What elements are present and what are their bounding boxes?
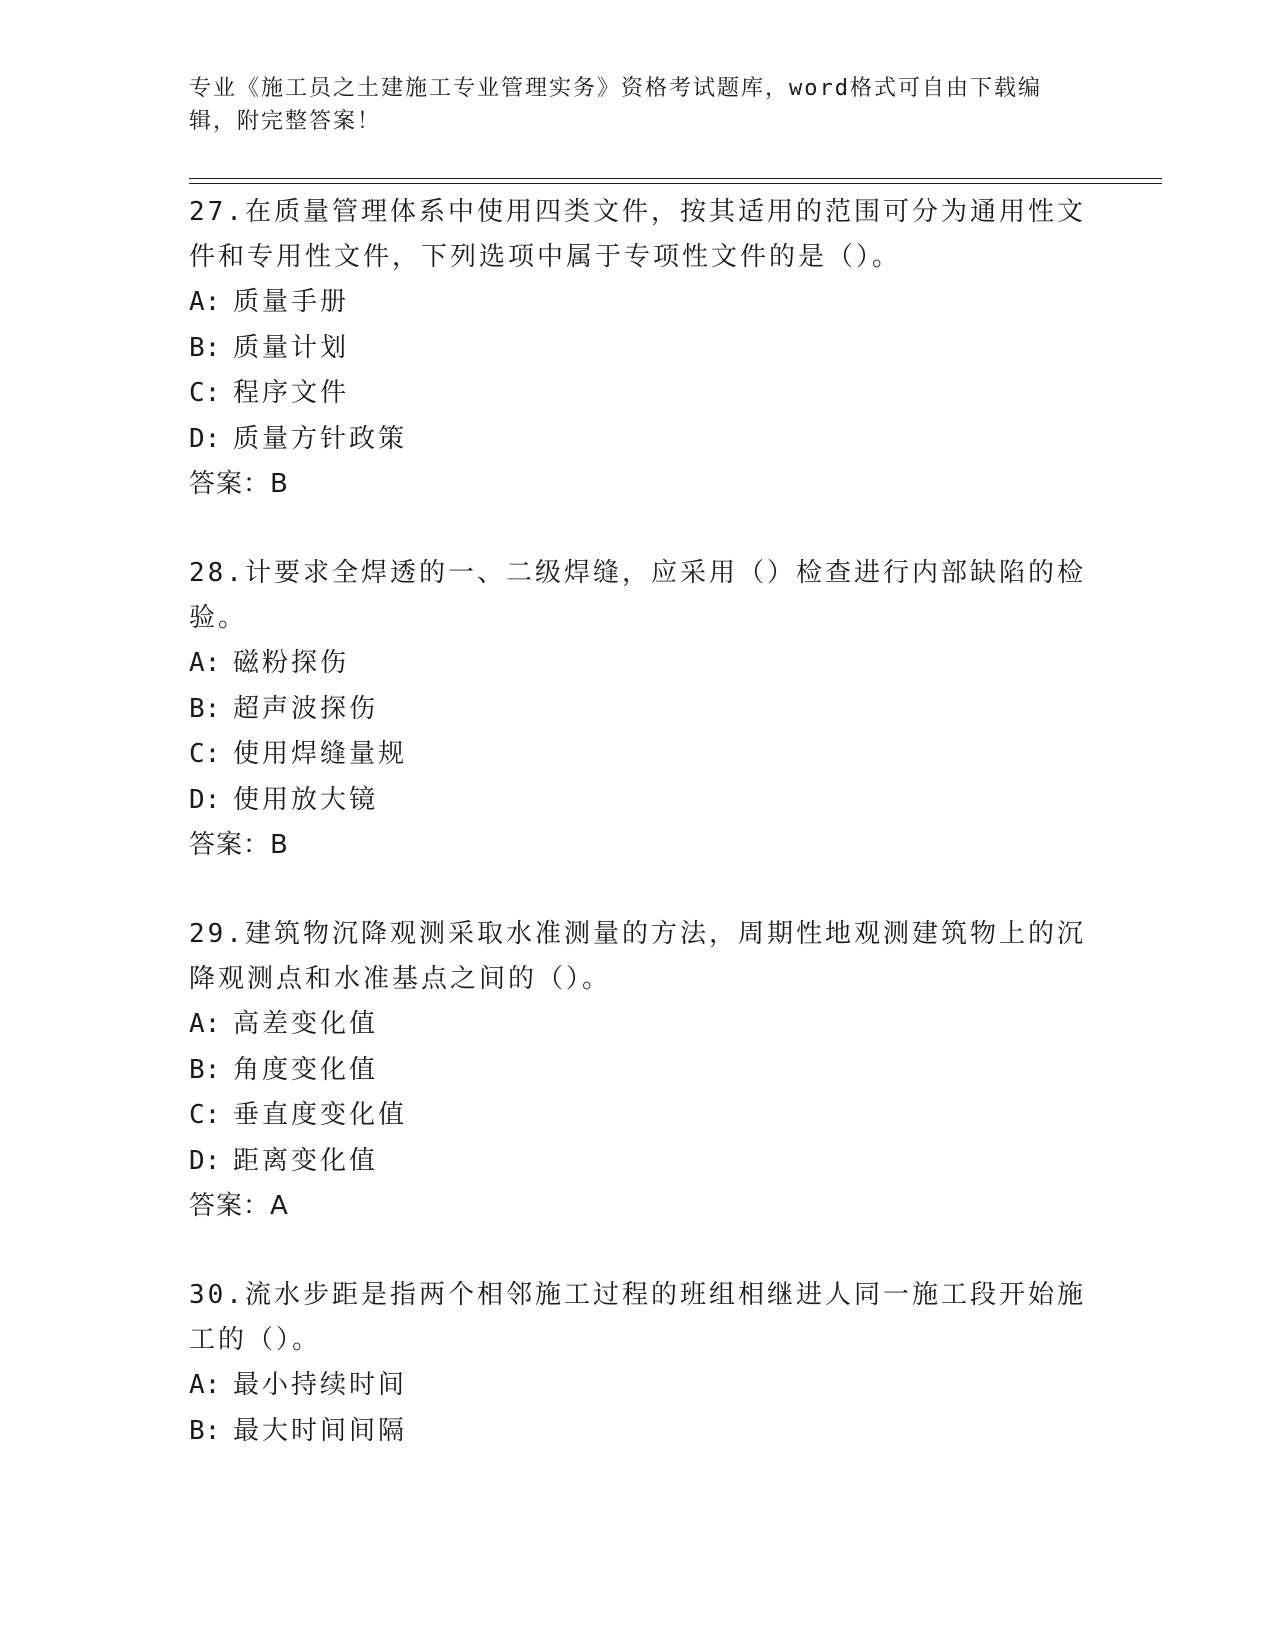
question-27 — [189, 190, 1089, 507]
answer-label: 答案：B — [189, 830, 289, 860]
option-text: 磁粉探伤 — [233, 648, 350, 678]
option-letter: C: — [189, 1100, 221, 1130]
option-d — [189, 1139, 1089, 1185]
option-d — [189, 778, 1089, 824]
option-a — [189, 280, 1089, 326]
option-a — [189, 1363, 1089, 1409]
question-30 — [189, 1273, 1089, 1454]
option-text: 高差变化值 — [233, 1009, 379, 1039]
option-letter: C: — [189, 739, 221, 769]
document-header: 专业《施工员之土建施工专业管理实务》资格考试题库，word格式可自由下载编辑，附完整答案！ — [189, 76, 1042, 134]
question-29 — [189, 912, 1089, 1229]
header-divider-bottom — [189, 183, 1162, 184]
option-a — [189, 641, 1089, 687]
option-letter: A: — [189, 1370, 221, 1400]
option-letter: D: — [189, 1145, 221, 1176]
answer-label: 答案：A — [189, 1191, 289, 1221]
option-letter: B: — [189, 332, 221, 363]
option-text: 质量方针政策 — [233, 423, 408, 454]
answer-label: 答案：B — [189, 469, 289, 499]
option-text: 使用焊缝量规 — [233, 739, 408, 769]
option-letter: B: — [189, 1054, 221, 1085]
option-d — [189, 417, 1089, 463]
option-letter: A: — [189, 648, 221, 678]
question-stem: 28.计要求全焊透的一、二级焊缝，应采用（）检查进行内部缺陷的检验。 — [189, 558, 1086, 633]
option-letter: D: — [189, 423, 221, 454]
question-28 — [189, 551, 1089, 868]
option-b — [189, 687, 1089, 733]
option-b — [189, 1048, 1089, 1094]
question-stem: 27.在质量管理体系中使用四类文件，按其适用的范围可分为通用性文件和专用性文件，下列选项中属于专项性文件的是（）。 — [189, 197, 1086, 272]
option-letter: C: — [189, 378, 221, 408]
option-text: 超声波探伤 — [233, 693, 379, 724]
option-text: 使用放大镜 — [233, 784, 379, 815]
option-text: 质量手册 — [233, 287, 350, 317]
option-text: 最小持续时间 — [233, 1370, 408, 1400]
option-text: 角度变化值 — [233, 1054, 379, 1085]
option-text: 质量计划 — [233, 332, 350, 363]
option-letter: B: — [189, 1415, 221, 1446]
option-text: 距离变化值 — [233, 1145, 379, 1176]
option-letter: A: — [189, 287, 221, 317]
option-text: 垂直度变化值 — [233, 1100, 408, 1130]
question-list — [189, 190, 1089, 1498]
question-stem: 30.流水步距是指两个相邻施工过程的班组相继进人同一施工段开始施工的（）。 — [189, 1280, 1086, 1355]
option-text: 最大时间间隔 — [233, 1415, 408, 1446]
option-a — [189, 1002, 1089, 1048]
header-divider-top — [189, 178, 1162, 179]
option-letter: A: — [189, 1009, 221, 1039]
option-b — [189, 326, 1089, 372]
option-b — [189, 1409, 1089, 1455]
option-letter: B: — [189, 693, 221, 724]
option-c — [189, 732, 1089, 778]
question-stem: 29.建筑物沉降观测采取水准测量的方法，周期性地观测建筑物上的沉降观测点和水准基点之间的（）。 — [189, 919, 1086, 994]
option-letter: D: — [189, 784, 221, 815]
option-text: 程序文件 — [233, 378, 350, 408]
option-c — [189, 1093, 1089, 1139]
option-c — [189, 371, 1089, 417]
